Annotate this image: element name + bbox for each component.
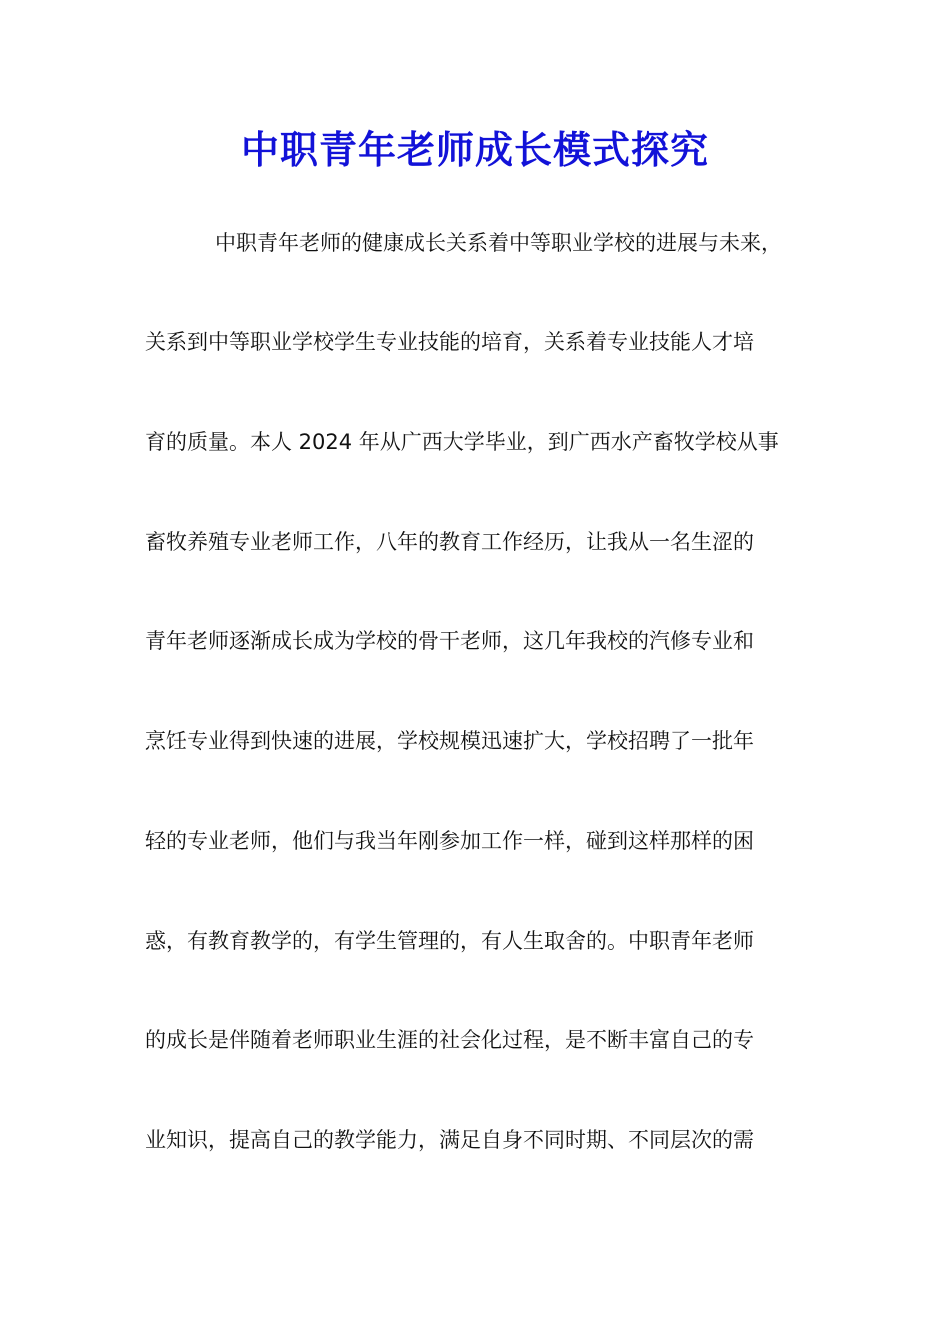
paragraph-line: 惑，有教育教学的，有学生管理的，有人生取舍的。中职青年老师	[145, 929, 754, 953]
paragraph-line: 烹饪专业得到快速的进展，学校规模迅速扩大，学校招聘了一批年	[145, 729, 754, 753]
document-title: 中职青年老师成长模式探究	[240, 127, 709, 172]
paragraph-line: 关系到中等职业学校学生专业技能的培育，关系着专业技能人才培	[145, 330, 754, 354]
paragraph-line: 畜牧养殖专业老师工作，八年的教育工作经历，让我从一名生涩的	[145, 530, 754, 554]
paragraph-line: 轻的专业老师，他们与我当年刚参加工作一样，碰到这样那样的困	[145, 829, 754, 853]
paragraph-line: 中职青年老师的健康成长关系着中等职业学校的进展与未来，	[215, 231, 782, 255]
paragraph-line: 育的质量。本人 2024 年从广西大学毕业，到广西水产畜牧学校从事	[145, 430, 779, 454]
paragraph-line: 业知识，提高自己的教学能力，满足自身不同时期、不同层次的需	[145, 1128, 754, 1152]
paragraph-line: 的成长是伴随着老师职业生涯的社会化过程，是不断丰富自己的专	[145, 1028, 754, 1052]
paragraph-line: 青年老师逐渐成长成为学校的骨干老师，这几年我校的汽修专业和	[145, 629, 754, 653]
